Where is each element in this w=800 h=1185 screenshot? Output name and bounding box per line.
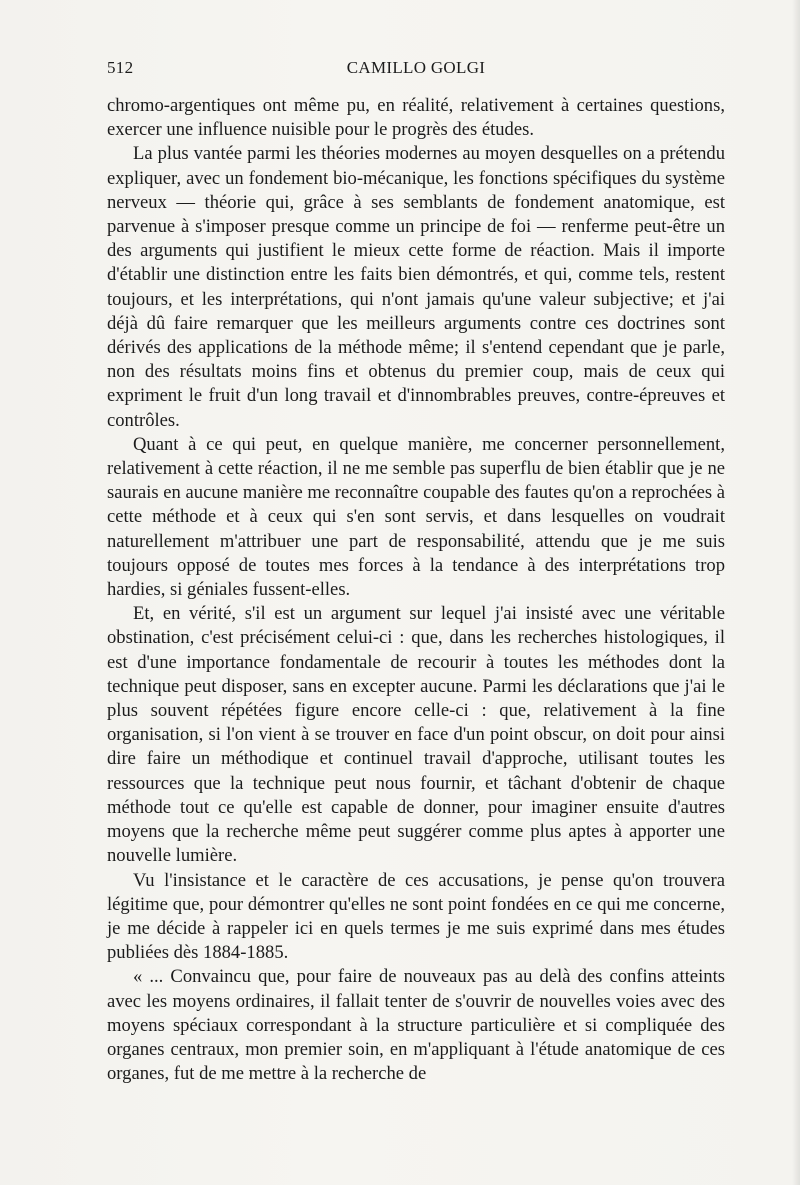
paragraph-argument: Et, en vérité, s'il est un argument sur lequel j'ai insisté avec une véritable obstination, c'est précisément celui-ci : que, dans les recherches histologiques, il est d'une importance fondamentale de recourir à toutes les méthodes dont la technique peut disposer, sans en excepter aucune. Parmi les déclarations que j'ai le plus souvent répétées figure encore celle-ci : que, relativement à la fine organisation, si l'on vient à se trouver en face d'un point obscur, on doit pour ainsi dire faire un méthodique et continuel travail d'approche, utilisant toutes les ressources que la technique peut nous fournir, et tâchant d'obtenir de chaque méthode tout ce qu'elle est capable de donner, pour imaginer ensuite d'autres moyens que la recherche même peut suggérer comme plus aptes à apporter une nouvelle lumière. [107, 603, 725, 867]
body-text [107, 94, 725, 1086]
page-edge-shadow [792, 0, 800, 1185]
running-header [107, 58, 725, 82]
paragraph-quotation: « ... Convaincu que, pour faire de nouveaux pas au delà des confins atteints avec les moyens ordinaires, il fallait tenter de s'ouvrir de nouvelles voies avec des moyens spéciaux correspondant à la structure particulière et si compliquée des organes centraux, mon premier soin, en m'appliquant à l'étude anatomique de ces organes, fut de me mettre à la recherche de [107, 966, 725, 1085]
page-number: 512 [107, 58, 134, 77]
paragraph-continuation: chromo-argentiques ont même pu, en réalité, relativement à certaines questions, exercer une influence nuisible pour le progrès des études. [107, 95, 725, 141]
paragraph-theories: La plus vantée parmi les théories modernes au moyen desquelles on a prétendu expliquer, avec un fondement bio-mécanique, les fonctions spécifiques du système nerveux — théorie qui, grâce à ses semblants de fondement anatomique, est parvenue à s'imposer presque comme un principe de foi — renferme peut-être un des arguments qui justifient le mieux cette forme de réaction. Mais il importe d'établir une distinction entre les faits bien démontrés, et qui, comme tels, restent toujours, et les interprétations, qui n'ont jamais qu'une valeur subjective; et j'ai déjà dû faire remarquer que les meilleurs arguments contre ces doctrines sont dérivés des applications de la méthode même; il s'entend cependant que je parle, non des résultats moins fins et obtenus du premier coup, mais de ceux qui expriment le fruit d'un long travail et d'innombrables preuves, contre-épreuves et contrôles. [107, 143, 725, 431]
running-title: CAMILLO GOLGI [346, 58, 486, 77]
paragraph-accusations: Vu l'insistance et le caractère de ces accusations, je pense qu'on trouvera légitime que, pour démontrer qu'elles ne sont point fondées en ce qui me concerne, je me décide à rappeler ici en quels termes je me suis exprimé dans mes études publiées dès 1884-1885. [107, 869, 725, 964]
paragraph-personal: Quant à ce qui peut, en quelque manière, me concerner personnellement, relativement à cette réaction, il ne me semble pas superflu de bien établir que je ne saurais en aucune manière me reconnaître coupable des fautes qu'on a reprochées à cette méthode et à ceux qui s'en sont servis, et dans lesquelles on voudrait naturellement m'attribuer une part de responsabilité, attendu que je me suis toujours opposé de toutes mes forces à la tendance à des interprétations trop hardies, si géniales fussent-elles. [107, 433, 725, 601]
